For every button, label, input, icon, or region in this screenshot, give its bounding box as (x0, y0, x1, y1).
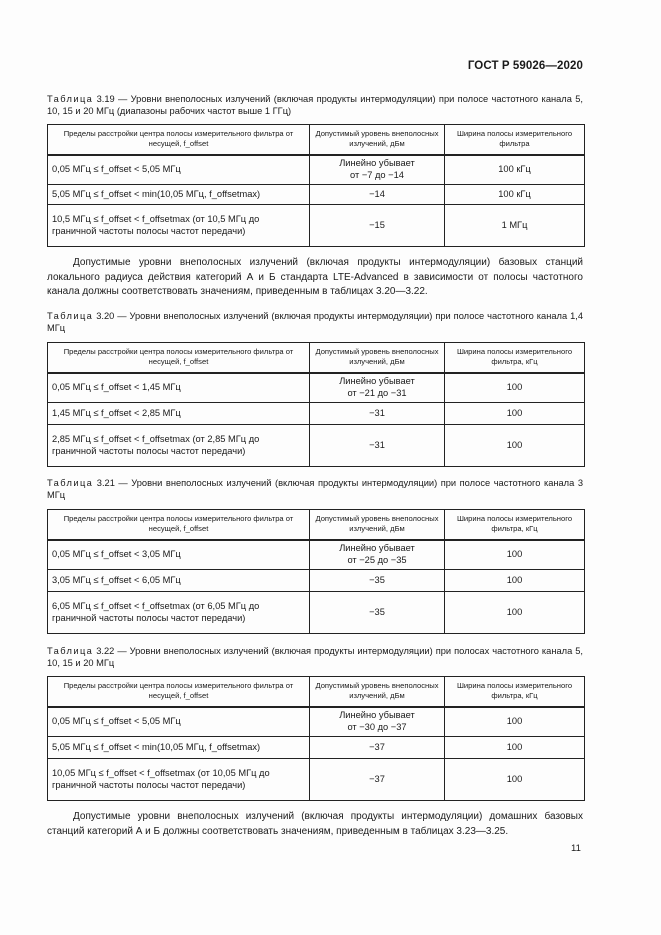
bandwidth-cell: 1 МГц (445, 205, 585, 247)
level-cell (310, 373, 445, 403)
caption-label: Таблица (47, 311, 94, 321)
level-line-2: от −30 до −37 (347, 722, 407, 733)
range-cell: 5,05 МГц ≤ f_offset < min(10,05 МГц, f_offsetmax) (48, 185, 310, 205)
level-line-1: Линейно убывает (339, 376, 415, 387)
table-caption-3-20 (47, 310, 583, 334)
caption-text: 3.22 — Уровни внеполосных излучений (включая продукты интермодуляции) при полосах частотного канала 5, 10, 15 и 20 МГц (47, 646, 583, 669)
bandwidth-cell: 100 (445, 570, 585, 592)
standard-header: ГОСТ Р 59026—2020 (467, 60, 583, 72)
level-line-1: Линейно убывает (339, 158, 415, 169)
level-cell (310, 707, 445, 737)
level-cell: −15 (310, 205, 445, 247)
table-row (48, 707, 585, 737)
table-3-19 (47, 124, 585, 247)
paragraph-2: Допустимые уровни внеполосных излучений (включая продукты интермодуляции) домашних базовых станций категорий А и Б должны соответствовать значениям, приведенным в таблицах 3.23—3.25. (47, 811, 583, 837)
level-cell: −35 (310, 570, 445, 592)
level-cell: −37 (310, 759, 445, 801)
column-header-range: Пределы расстройки центра полосы измерительного фильтра от несущей, f_offset (48, 343, 310, 373)
range-cell: 3,05 МГц ≤ f_offset < 6,05 МГц (48, 570, 310, 592)
column-header-range: Пределы расстройки центра полосы измерительного фильтра от несущей, f_offset (48, 510, 310, 540)
caption-text: 3.20 — Уровни внеполосных излучений (включая продукты интермодуляции) при полосе частотного канала 1,4 МГц (47, 311, 583, 334)
table-row (48, 403, 585, 425)
table-row (48, 540, 585, 570)
column-header-bandwidth: Ширина полосы измерительного фильтра, кГц (445, 343, 585, 373)
column-header-bandwidth: Ширина полосы измерительного фильтра, кГц (445, 677, 585, 707)
bandwidth-cell: 100 (445, 373, 585, 403)
bandwidth-cell: 100 кГц (445, 185, 585, 205)
table-3-22 (47, 676, 585, 801)
level-line-1: Линейно убывает (339, 543, 415, 554)
column-header-level: Допустимый уровень внеполосных излучений, дБм (310, 125, 445, 155)
level-cell: −35 (310, 592, 445, 634)
table-row (48, 425, 585, 467)
level-line-1: Линейно убывает (339, 710, 415, 721)
bandwidth-cell: 100 (445, 737, 585, 759)
bandwidth-cell: 100 кГц (445, 155, 585, 185)
column-header-range: Пределы расстройки центра полосы измерительного фильтра от несущей, f_offset (48, 125, 310, 155)
level-line-2: от −25 до −35 (347, 555, 407, 566)
range-cell: 0,05 МГц ≤ f_offset < 1,45 МГц (48, 373, 310, 403)
caption-text: 3.19 — Уровни внеполосных излучений (включая продукты интермодуляции) при полосе частотного канала 5, 10, 15 и 20 МГц (диапазоны рабочих частот выше 1 ГГц) (47, 94, 583, 117)
level-line-2: от −7 до −14 (350, 170, 404, 181)
range-cell: 6,05 МГц ≤ f_offset < f_offsetmax (от 6,05 МГц до граничной частоты полосы частот передачи) (48, 592, 310, 634)
range-cell: 0,05 МГц ≤ f_offset < 5,05 МГц (48, 155, 310, 185)
bandwidth-cell: 100 (445, 592, 585, 634)
column-header-level: Допустимый уровень внеполосных излучений, дБм (310, 510, 445, 540)
paragraph-1: Допустимые уровни внеполосных излучений (включая продукты интермодуляции) базовых станций локального радиуса действия категорий А и Б стандарта LTE-Advanced в зависимости от полосы частотного канала должны соответствовать значениям, приведенным в таблицах 3.20—3.22. (47, 257, 583, 298)
caption-text: 3.21 — Уровни внеполосных излучений (включая продукты интермодуляции) при полосе частотного канала 3 МГц (47, 478, 583, 501)
table-row (48, 185, 585, 205)
table-3-20 (47, 342, 585, 467)
table-row (48, 205, 585, 247)
bandwidth-cell: 100 (445, 425, 585, 467)
caption-label: Таблица (47, 646, 94, 656)
bandwidth-cell: 100 (445, 759, 585, 801)
level-cell (310, 540, 445, 570)
column-header-bandwidth: Ширина полосы измерительного фильтра (445, 125, 585, 155)
level-cell: −14 (310, 185, 445, 205)
level-cell: −31 (310, 403, 445, 425)
table-row (48, 373, 585, 403)
level-line-2: от −21 до −31 (347, 388, 407, 399)
level-cell: −31 (310, 425, 445, 467)
caption-label: Таблица (47, 478, 94, 488)
column-header-level: Допустимый уровень внеполосных излучений, дБм (310, 677, 445, 707)
bandwidth-cell: 100 (445, 707, 585, 737)
table-row (48, 592, 585, 634)
range-cell: 5,05 МГц ≤ f_offset < min(10,05 МГц, f_offsetmax) (48, 737, 310, 759)
table-caption-3-21 (47, 477, 583, 501)
column-header-range: Пределы расстройки центра полосы измерительного фильтра от несущей, f_offset (48, 677, 310, 707)
table-3-21 (47, 509, 585, 634)
table-row (48, 759, 585, 801)
caption-label: Таблица (47, 94, 94, 104)
table-row (48, 570, 585, 592)
level-cell: −37 (310, 737, 445, 759)
range-cell: 10,5 МГц ≤ f_offset < f_offsetmax (от 10,5 МГц до граничной частоты полосы частот передачи) (48, 205, 310, 247)
range-cell: 0,05 МГц ≤ f_offset < 5,05 МГц (48, 707, 310, 737)
bandwidth-cell: 100 (445, 403, 585, 425)
level-cell (310, 155, 445, 185)
table-caption-3-19 (47, 93, 583, 117)
page-number: 11 (571, 843, 581, 854)
table-row (48, 155, 585, 185)
table-caption-3-22 (47, 645, 583, 669)
table-row (48, 737, 585, 759)
column-header-bandwidth: Ширина полосы измерительного фильтра, кГц (445, 510, 585, 540)
range-cell: 10,05 МГц ≤ f_offset < f_offsetmax (от 10,05 МГц до граничной частоты полосы частот передачи) (48, 759, 310, 801)
column-header-level: Допустимый уровень внеполосных излучений, дБм (310, 343, 445, 373)
range-cell: 0,05 МГц ≤ f_offset < 3,05 МГц (48, 540, 310, 570)
range-cell: 2,85 МГц ≤ f_offset < f_offsetmax (от 2,85 МГц до граничной частоты полосы частот передачи) (48, 425, 310, 467)
range-cell: 1,45 МГц ≤ f_offset < 2,85 МГц (48, 403, 310, 425)
bandwidth-cell: 100 (445, 540, 585, 570)
